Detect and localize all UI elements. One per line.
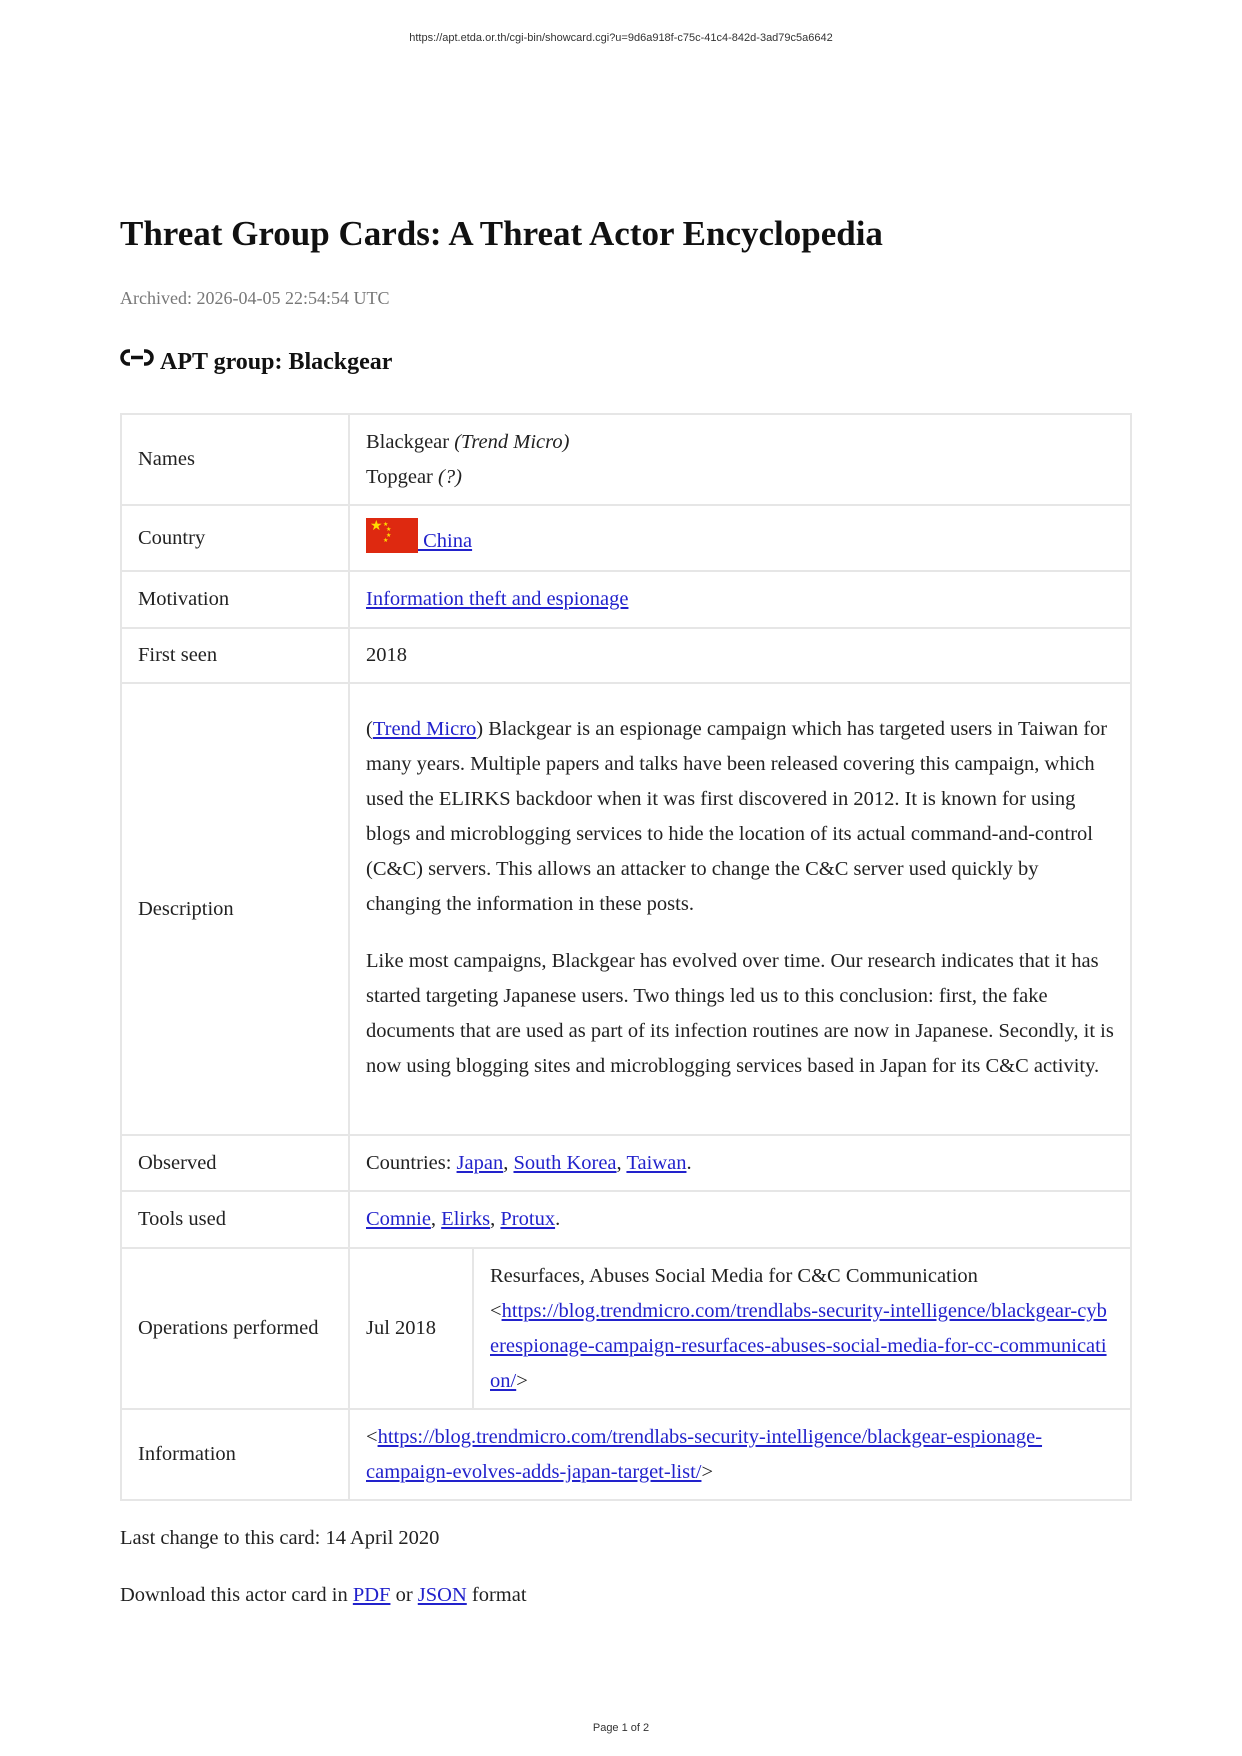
download-prefix: Download this actor card in [120,1584,353,1606]
archived-timestamp: Archived: 2026-04-05 22:54:54 UTC [120,288,390,308]
information-link[interactable]: https://blog.trendmicro.com/trendlabs-security-intelligence/blackgear-espionage-campaign-evolves-adds-japan-target-list/ [366,1425,1043,1483]
download-or: or [390,1584,418,1606]
table-row-first-seen [121,628,1131,683]
tool-link-protux[interactable]: Protux [500,1208,556,1230]
motivation-label: Motivation [121,571,349,628]
table-row-operations [121,1248,1131,1409]
countries-prefix: Countries: [366,1151,457,1174]
name-source: (Trend Micro) [454,430,570,453]
country-link[interactable] [366,518,473,552]
description-paragraph-1 [366,712,1114,922]
motivation-value [349,571,1131,628]
description-label: Description [121,683,349,1135]
trend-micro-link[interactable]: Trend Micro [372,718,477,740]
information-label: Information [121,1409,349,1500]
first-seen-value: 2018 [349,628,1131,683]
names-value [349,414,1131,505]
country-label: Country [121,505,349,571]
description-paragraph-2: Like most campaigns, Blackgear has evolved over time. Our research indicates that it has started targeting Japanese users. Two things led us to this conclusion: first, the fake documents that are used as part of its infection routines are now in Japanese. Secondly, it is now using blogging sites and microblogging services based in Japan for its C&C activity. [366,950,1114,1077]
table-row-description [121,683,1131,1135]
table-row-tools [121,1191,1131,1248]
last-change: Last change to this card: 14 April 2020 [120,1527,440,1549]
description-text-1: ) Blackgear is an espionage campaign which has targeted users in Taiwan for many years. Multiple papers and talks have been released covering this campaign, which used the ELIRKS backdoor when it was first discovered in 2012. It is known for using blogs and microblogging services to hide the location of its actual command-and-control (C&C) servers. This allows an attacker to change the C&C server used quickly by changing the information in these posts. [366,718,1108,915]
tools-label: Tools used [121,1191,349,1248]
operation-date: Jul 2018 [349,1248,473,1409]
china-flag-icon: ★ ★ ★ ★ ★ [366,518,418,553]
table-row-motivation [121,571,1131,628]
download-suffix: format [466,1584,527,1606]
observed-label: Observed [121,1135,349,1191]
observed-value: Countries: Japan, South Korea, Taiwan. [349,1135,1131,1191]
country-link-south-korea[interactable]: South Korea [513,1151,617,1174]
table-row-names [121,414,1131,505]
download-line [120,1584,527,1607]
operation-title: Resurfaces, Abuses Social Media for C&C Communication [490,1264,978,1287]
tools-value: Comnie, Elirks, Protux. [349,1191,1131,1248]
actor-card-table [120,413,1132,1501]
motivation-link[interactable]: Information theft and espionage [366,588,629,610]
names-label: Names [121,414,349,505]
download-pdf-link[interactable]: PDF [352,1584,391,1606]
table-row-observed [121,1135,1131,1191]
link-icon[interactable] [120,348,154,368]
table-row-country [121,505,1131,571]
description-value [349,683,1131,1135]
name-blackgear: Blackgear [366,430,450,453]
country-value [349,505,1131,571]
name-source: (?) [438,465,462,488]
information-value: <https://blog.trendmicro.com/trendlabs-security-intelligence/blackgear-espionage-campaign-evolves-adds-japan-target-list/> [349,1409,1131,1500]
group-heading-text: APT group: Blackgear [160,349,393,375]
operation-link[interactable]: https://blog.trendmicro.com/trendlabs-security-intelligence/blackgear-cyberespionage-campaign-resurfaces-abuses-social-media-for-cc-communication/ [490,1299,1107,1392]
table-row-information [121,1409,1131,1500]
country-link-japan[interactable]: Japan [456,1151,504,1174]
operation-details: Resurfaces, Abuses Social Media for C&C Communication <https://blog.trendmicro.com/trendlabs-security-intelligence/blackgear-cyberespionage-campaign-resurfaces-abuses-social-media-for-cc-communication/> [473,1248,1131,1409]
download-json-link[interactable]: JSON [417,1584,467,1606]
page-title: Threat Group Cards: A Threat Actor Encyclopedia [120,214,883,253]
group-heading [120,348,392,376]
first-seen-label: First seen [121,628,349,683]
country-link-taiwan[interactable]: Taiwan [626,1151,687,1174]
paren: ( [366,718,373,740]
operations-label: Operations performed [121,1248,349,1409]
country-name: China [418,529,473,552]
header-url: https://apt.etda.or.th/cgi-bin/showcard.cgi?u=9d6a918f-c75c-41c4-842d-3ad79c5a6642 [409,32,833,44]
tool-link-comnie[interactable]: Comnie [366,1208,431,1230]
page-number: Page 1 of 2 [592,1722,650,1734]
tool-link-elirks[interactable]: Elirks [441,1208,491,1230]
name-topgear: Topgear [366,465,433,488]
